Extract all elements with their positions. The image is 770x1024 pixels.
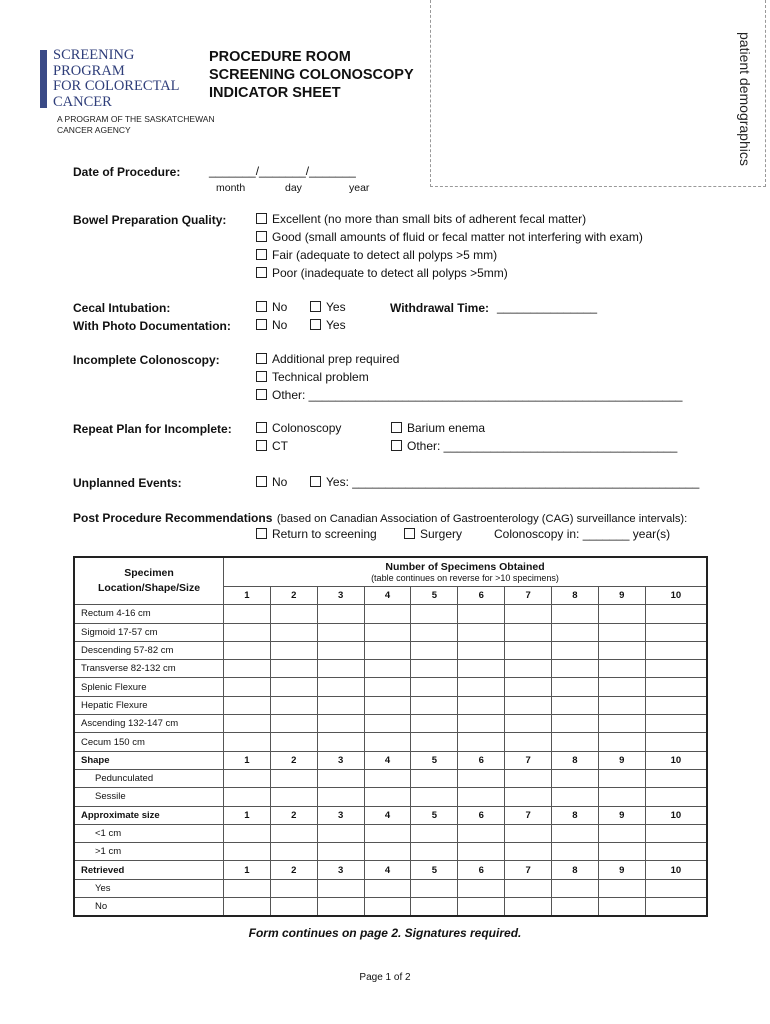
specimen-number: 3: [317, 806, 364, 824]
specimen-cell[interactable]: [411, 788, 458, 806]
post-surgery-option[interactable]: Surgery: [404, 527, 462, 541]
unplanned-no-option[interactable]: No: [256, 475, 287, 489]
specimen-cell[interactable]: [411, 678, 458, 696]
specimen-cell[interactable]: [598, 733, 645, 751]
specimen-number: 6: [458, 861, 505, 879]
specimen-number: 9: [598, 587, 645, 605]
specimen-number: 10: [645, 751, 707, 769]
specimen-cell[interactable]: [317, 843, 364, 861]
row-label: Pedunculated: [74, 769, 224, 787]
specimen-cell[interactable]: [270, 733, 317, 751]
cecal-no-option[interactable]: No: [256, 300, 287, 314]
specimen-cell[interactable]: [552, 623, 599, 641]
bowel-option-fair[interactable]: Fair (adequate to detect all polyps >5 mm): [256, 248, 497, 262]
specimen-cell[interactable]: [411, 898, 458, 917]
cecal-intubation-label: Cecal Intubation:: [73, 301, 171, 315]
specimen-cell[interactable]: [552, 696, 599, 714]
specimen-cell[interactable]: [645, 660, 707, 678]
row-label: Shape: [74, 751, 224, 769]
date-field[interactable]: _______/_______/_______: [209, 164, 356, 178]
specimen-number: 6: [458, 751, 505, 769]
withdrawal-time-field[interactable]: _______________: [497, 300, 598, 314]
checkbox[interactable]: [256, 440, 267, 451]
specimen-cell[interactable]: [270, 769, 317, 787]
specimen-cell[interactable]: [411, 769, 458, 787]
table-row: [74, 879, 707, 897]
specimen-cell[interactable]: [598, 843, 645, 861]
specimen-cell[interactable]: [270, 843, 317, 861]
bowel-option-poor[interactable]: Poor (inadequate to detect all polyps >5mm): [256, 266, 508, 280]
specimen-number: 6: [458, 806, 505, 824]
specimen-cell[interactable]: [598, 879, 645, 897]
specimen-count-header: Number of Specimens Obtained (table continues on reverse for >10 specimens): [224, 557, 708, 587]
specimen-number: 7: [505, 861, 552, 879]
specimen-cell[interactable]: [224, 678, 271, 696]
specimen-cell[interactable]: [505, 715, 552, 733]
specimen-cell[interactable]: [458, 769, 505, 787]
specimen-cell[interactable]: [505, 733, 552, 751]
repeat-ct-option[interactable]: CT: [256, 439, 288, 453]
patient-demographics-label: patient demographics: [737, 32, 753, 166]
specimen-number: 4: [364, 861, 411, 879]
specimen-cell[interactable]: [552, 769, 599, 787]
row-label: Sigmoid 17-57 cm: [74, 623, 224, 641]
specimen-cell[interactable]: [224, 696, 271, 714]
photo-no-option[interactable]: No: [256, 318, 287, 332]
specimen-cell[interactable]: [458, 715, 505, 733]
specimen-cell[interactable]: [364, 678, 411, 696]
table-row: [74, 641, 707, 659]
specimen-cell[interactable]: [552, 715, 599, 733]
specimen-cell[interactable]: [224, 843, 271, 861]
specimen-cell[interactable]: [364, 660, 411, 678]
specimen-cell[interactable]: [645, 824, 707, 842]
specimen-cell[interactable]: [598, 715, 645, 733]
specimen-cell[interactable]: [598, 898, 645, 917]
specimen-cell[interactable]: [458, 678, 505, 696]
post-colonoscopy-interval[interactable]: Colonoscopy in: _______ year(s): [494, 527, 671, 541]
row-label: Transverse 82-132 cm: [74, 660, 224, 678]
specimen-cell[interactable]: [317, 788, 364, 806]
row-label: Sessile: [74, 788, 224, 806]
incomplete-prep-option[interactable]: Additional prep required: [256, 352, 399, 366]
unplanned-events-label: Unplanned Events:: [73, 476, 182, 490]
checkbox[interactable]: [310, 319, 321, 330]
row-label: Yes: [74, 879, 224, 897]
table-row: [74, 843, 707, 861]
specimen-number: 8: [552, 587, 599, 605]
specimen-cell[interactable]: [317, 733, 364, 751]
specimen-cell[interactable]: [317, 623, 364, 641]
specimen-cell[interactable]: [505, 898, 552, 917]
row-label: Hepatic Flexure: [74, 696, 224, 714]
specimen-number: 4: [364, 587, 411, 605]
specimen-cell[interactable]: [505, 769, 552, 787]
specimen-cell[interactable]: [505, 696, 552, 714]
date-year-label: year: [349, 182, 370, 194]
specimen-cell[interactable]: [224, 898, 271, 917]
specimen-cell[interactable]: [224, 879, 271, 897]
specimen-number: 10: [645, 587, 707, 605]
specimen-cell[interactable]: [458, 788, 505, 806]
specimen-cell[interactable]: [317, 879, 364, 897]
date-label: Date of Procedure:: [73, 165, 181, 179]
row-label: Descending 57-82 cm: [74, 641, 224, 659]
bowel-prep-label: Bowel Preparation Quality:: [73, 213, 227, 227]
specimen-cell[interactable]: [552, 898, 599, 917]
specimen-cell[interactable]: [411, 641, 458, 659]
specimen-cell[interactable]: [224, 605, 271, 623]
post-procedure-heading: Post Procedure Recommendations (based on Canadian Association of Gastroenterology (CAG) surveillance intervals):: [73, 511, 688, 525]
table-row: [74, 696, 707, 714]
specimen-cell[interactable]: [505, 678, 552, 696]
specimen-cell[interactable]: [411, 824, 458, 842]
specimen-cell[interactable]: [411, 605, 458, 623]
specimen-cell[interactable]: [364, 788, 411, 806]
specimen-number: 3: [317, 587, 364, 605]
repeat-other-option[interactable]: Other: ___________________________________: [391, 439, 677, 453]
specimen-cell[interactable]: [364, 843, 411, 861]
specimen-cell[interactable]: [598, 678, 645, 696]
specimen-number: 6: [458, 587, 505, 605]
specimen-cell[interactable]: [598, 769, 645, 787]
specimen-number: 9: [598, 861, 645, 879]
table-row: [74, 660, 707, 678]
logo-subtitle: A PROGRAM OF THE SASKATCHEWAN CANCER AGENCY: [57, 114, 215, 135]
specimen-cell[interactable]: [364, 641, 411, 659]
specimen-cell[interactable]: [270, 623, 317, 641]
bowel-option-excellent[interactable]: Excellent (no more than small bits of adherent fecal matter): [256, 212, 586, 226]
specimen-cell[interactable]: [224, 769, 271, 787]
specimen-table: [73, 556, 708, 917]
checkbox[interactable]: [256, 476, 267, 487]
checkbox[interactable]: [391, 440, 402, 451]
checkbox[interactable]: [256, 389, 267, 400]
specimen-cell[interactable]: [224, 623, 271, 641]
incomplete-technical-option[interactable]: Technical problem: [256, 370, 369, 384]
row-label: Ascending 132-147 cm: [74, 715, 224, 733]
specimen-cell[interactable]: [458, 843, 505, 861]
incomplete-colonoscopy-label: Incomplete Colonoscopy:: [73, 353, 220, 367]
specimen-cell[interactable]: [645, 879, 707, 897]
specimen-cell[interactable]: [317, 678, 364, 696]
specimen-cell[interactable]: [364, 769, 411, 787]
specimen-cell[interactable]: [270, 824, 317, 842]
checkbox[interactable]: [404, 528, 415, 539]
specimen-number: 5: [411, 861, 458, 879]
specimen-cell[interactable]: [270, 605, 317, 623]
checkbox[interactable]: [256, 213, 267, 224]
date-month-label: month: [216, 182, 246, 194]
specimen-cell[interactable]: [270, 641, 317, 659]
specimen-cell[interactable]: [552, 788, 599, 806]
specimen-cell[interactable]: [411, 843, 458, 861]
specimen-cell[interactable]: [317, 769, 364, 787]
checkbox[interactable]: [391, 422, 402, 433]
table-row: [74, 861, 707, 879]
specimen-number: 3: [317, 861, 364, 879]
specimen-cell[interactable]: [645, 733, 707, 751]
specimen-cell[interactable]: [364, 824, 411, 842]
table-row: [74, 824, 707, 842]
specimen-cell[interactable]: [552, 660, 599, 678]
checkbox[interactable]: [310, 476, 321, 487]
repeat-colonoscopy-option[interactable]: Colonoscopy: [256, 421, 341, 435]
specimen-cell[interactable]: [645, 898, 707, 917]
specimen-cell[interactable]: [505, 879, 552, 897]
specimen-cell[interactable]: [458, 898, 505, 917]
specimen-number: 9: [598, 751, 645, 769]
specimen-number: 4: [364, 751, 411, 769]
repeat-barium-option[interactable]: Barium enema: [391, 421, 485, 435]
table-row: [74, 678, 707, 696]
table-row: [74, 806, 707, 824]
specimen-cell[interactable]: [645, 715, 707, 733]
specimen-cell[interactable]: [598, 824, 645, 842]
specimen-cell[interactable]: [552, 605, 599, 623]
incomplete-other-option[interactable]: Other: ________________________________________________________: [256, 388, 682, 402]
table-row: [74, 605, 707, 623]
specimen-cell[interactable]: [270, 696, 317, 714]
specimen-cell[interactable]: [317, 824, 364, 842]
specimen-number: 2: [270, 751, 317, 769]
logo-bar: [40, 50, 47, 108]
specimen-cell[interactable]: [224, 733, 271, 751]
specimen-cell[interactable]: [224, 715, 271, 733]
specimen-cell[interactable]: [505, 660, 552, 678]
row-label: Approximate size: [74, 806, 224, 824]
specimen-cell[interactable]: [458, 733, 505, 751]
specimen-number: 4: [364, 806, 411, 824]
specimen-cell[interactable]: [458, 641, 505, 659]
specimen-number: 7: [505, 587, 552, 605]
specimen-cell[interactable]: [505, 843, 552, 861]
specimen-number: 1: [224, 587, 271, 605]
checkbox[interactable]: [256, 319, 267, 330]
specimen-cell[interactable]: [270, 788, 317, 806]
checkbox[interactable]: [256, 249, 267, 260]
continuation-note: Form continues on page 2. Signatures required.: [248, 926, 522, 940]
specimen-cell[interactable]: [505, 788, 552, 806]
specimen-number: 2: [270, 806, 317, 824]
specimen-cell[interactable]: [364, 715, 411, 733]
specimen-cell[interactable]: [645, 696, 707, 714]
specimen-cell[interactable]: [317, 605, 364, 623]
checkbox[interactable]: [256, 528, 267, 539]
specimen-cell[interactable]: [224, 824, 271, 842]
specimen-cell[interactable]: [317, 641, 364, 659]
specimen-number: 9: [598, 806, 645, 824]
specimen-number: 1: [224, 751, 271, 769]
specimen-cell[interactable]: [598, 623, 645, 641]
table-row: [74, 788, 707, 806]
specimen-number: 7: [505, 806, 552, 824]
specimen-number: 5: [411, 587, 458, 605]
specimen-cell[interactable]: [552, 733, 599, 751]
specimen-number: 8: [552, 751, 599, 769]
specimen-cell[interactable]: [317, 715, 364, 733]
checkbox[interactable]: [256, 301, 267, 312]
specimen-cell[interactable]: [645, 605, 707, 623]
table-row: [74, 751, 707, 769]
specimen-cell[interactable]: [598, 696, 645, 714]
specimen-cell[interactable]: [552, 843, 599, 861]
specimen-cell[interactable]: [364, 879, 411, 897]
specimen-cell[interactable]: [364, 733, 411, 751]
specimen-number: 10: [645, 861, 707, 879]
specimen-cell[interactable]: [270, 660, 317, 678]
specimen-cell[interactable]: [645, 769, 707, 787]
specimen-cell[interactable]: [317, 898, 364, 917]
specimen-cell[interactable]: [411, 623, 458, 641]
specimen-number: 3: [317, 751, 364, 769]
specimen-cell[interactable]: [270, 898, 317, 917]
specimen-number: 1: [224, 861, 271, 879]
specimen-cell[interactable]: [411, 660, 458, 678]
post-return-option[interactable]: Return to screening: [256, 527, 377, 541]
row-label: Retrieved: [74, 861, 224, 879]
specimen-cell[interactable]: [505, 824, 552, 842]
specimen-cell[interactable]: [552, 678, 599, 696]
specimen-cell[interactable]: [645, 678, 707, 696]
specimen-cell[interactable]: [411, 733, 458, 751]
bowel-option-good[interactable]: Good (small amounts of fluid or fecal matter not interfering with exam): [256, 230, 643, 244]
specimen-cell[interactable]: [270, 879, 317, 897]
photo-documentation-label: With Photo Documentation:: [73, 319, 231, 333]
logo-text: SCREENING PROGRAM FOR COLORECTAL CANCER: [53, 47, 180, 110]
checkbox[interactable]: [256, 353, 267, 364]
specimen-number: 8: [552, 806, 599, 824]
specimen-cell[interactable]: [505, 623, 552, 641]
specimen-cell[interactable]: [458, 623, 505, 641]
table-row: [74, 623, 707, 641]
specimen-cell[interactable]: [224, 641, 271, 659]
table-row: [74, 733, 707, 751]
cecal-yes-option[interactable]: Yes: [310, 300, 346, 314]
row-label: Splenic Flexure: [74, 678, 224, 696]
specimen-cell[interactable]: [458, 660, 505, 678]
specimen-cell[interactable]: [364, 898, 411, 917]
photo-yes-option[interactable]: Yes: [310, 318, 346, 332]
specimen-cell[interactable]: [458, 696, 505, 714]
specimen-number: 5: [411, 806, 458, 824]
specimen-cell[interactable]: [598, 641, 645, 659]
specimen-number: 2: [270, 587, 317, 605]
specimen-cell[interactable]: [364, 605, 411, 623]
row-label: >1 cm: [74, 843, 224, 861]
specimen-cell[interactable]: [224, 660, 271, 678]
specimen-cell[interactable]: [458, 605, 505, 623]
specimen-cell[interactable]: [411, 715, 458, 733]
specimen-cell[interactable]: [645, 623, 707, 641]
checkbox[interactable]: [256, 231, 267, 242]
specimen-cell[interactable]: [645, 788, 707, 806]
specimen-number: 1: [224, 806, 271, 824]
specimen-number: 10: [645, 806, 707, 824]
specimen-cell[interactable]: [317, 696, 364, 714]
table-row: [74, 715, 707, 733]
specimen-cell[interactable]: [598, 605, 645, 623]
specimen-cell[interactable]: [645, 641, 707, 659]
specimen-cell[interactable]: [317, 660, 364, 678]
withdrawal-time-label: Withdrawal Time:: [390, 301, 490, 315]
table-row: [74, 898, 707, 917]
specimen-cell[interactable]: [645, 843, 707, 861]
unplanned-yes-option[interactable]: Yes: ____________________________________________________: [310, 475, 699, 489]
row-label: Rectum 4-16 cm: [74, 605, 224, 623]
specimen-header: Specimen Location/Shape/Size: [74, 557, 224, 605]
specimen-cell[interactable]: [598, 788, 645, 806]
date-day-label: day: [285, 182, 302, 194]
specimen-cell[interactable]: [411, 879, 458, 897]
table-header-row: [74, 557, 707, 587]
specimen-cell[interactable]: [270, 715, 317, 733]
specimen-cell[interactable]: [552, 824, 599, 842]
specimen-cell[interactable]: [505, 605, 552, 623]
row-label: <1 cm: [74, 824, 224, 842]
specimen-cell[interactable]: [552, 879, 599, 897]
row-label: No: [74, 898, 224, 917]
specimen-cell[interactable]: [364, 623, 411, 641]
specimen-cell[interactable]: [505, 641, 552, 659]
specimen-cell[interactable]: [458, 824, 505, 842]
row-label: Cecum 150 cm: [74, 733, 224, 751]
checkbox[interactable]: [310, 301, 321, 312]
specimen-cell[interactable]: [598, 660, 645, 678]
specimen-cell[interactable]: [458, 879, 505, 897]
patient-demographics-box[interactable]: [430, 0, 766, 187]
checkbox[interactable]: [256, 371, 267, 382]
table-row: [74, 769, 707, 787]
specimen-cell[interactable]: [224, 788, 271, 806]
checkbox[interactable]: [256, 267, 267, 278]
specimen-cell[interactable]: [411, 696, 458, 714]
specimen-number: 8: [552, 861, 599, 879]
specimen-cell[interactable]: [364, 696, 411, 714]
specimen-number: 5: [411, 751, 458, 769]
specimen-cell[interactable]: [552, 641, 599, 659]
checkbox[interactable]: [256, 422, 267, 433]
specimen-cell[interactable]: [270, 678, 317, 696]
specimen-number: 2: [270, 861, 317, 879]
specimen-number: 7: [505, 751, 552, 769]
page-title: PROCEDURE ROOM SCREENING COLONOSCOPY INDICATOR SHEET: [209, 49, 414, 101]
page-number: Page 1 of 2: [359, 972, 411, 983]
repeat-plan-label: Repeat Plan for Incomplete:: [73, 422, 232, 436]
